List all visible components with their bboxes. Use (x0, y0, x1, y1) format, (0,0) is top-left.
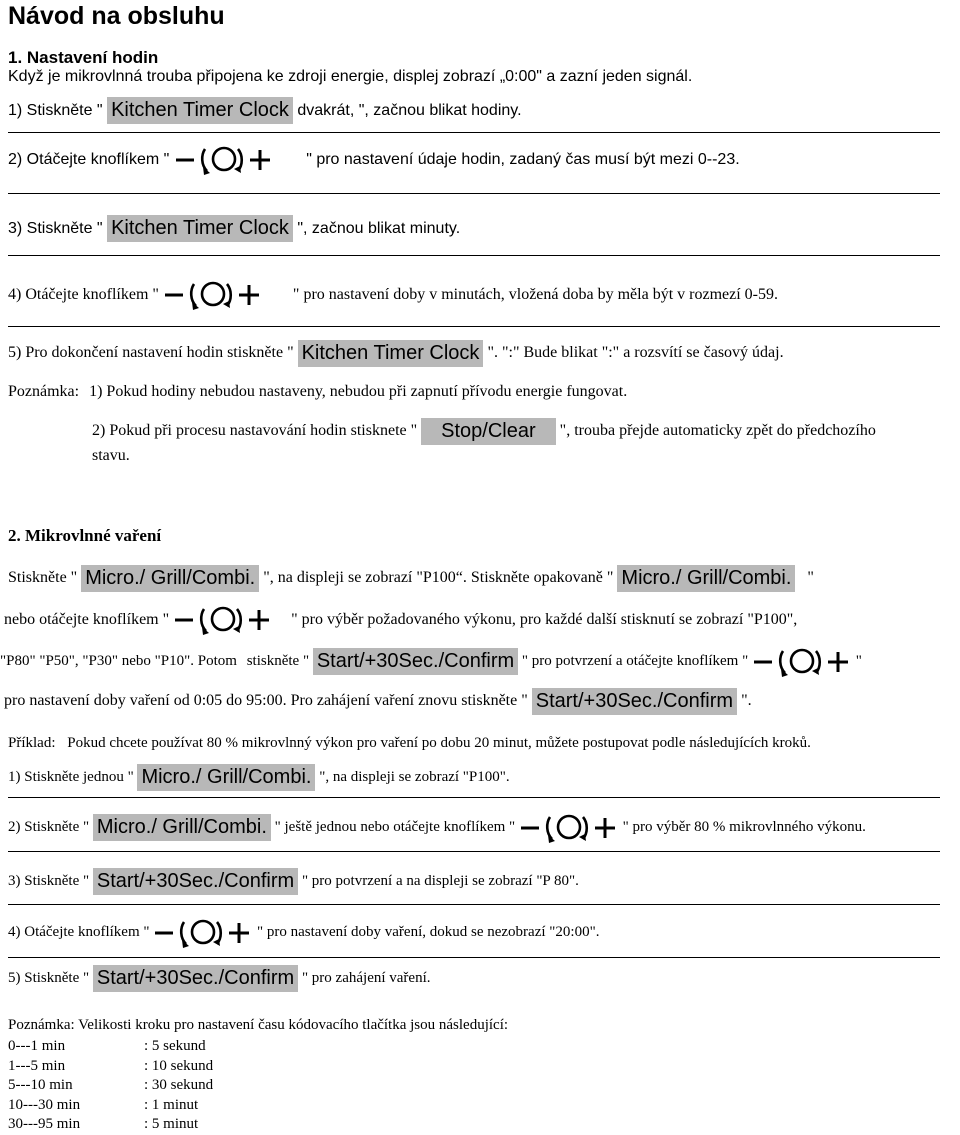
s2-p4-post: ". (741, 692, 752, 709)
step1-pre: 1) Stiskněte " (8, 102, 103, 119)
s2-line4 (4, 686, 752, 716)
kitchen-timer-clock-button: Kitchen Timer Clock (107, 215, 293, 242)
steps-range: 1---5 min (8, 1057, 66, 1074)
example-text: Pokud chcete používat 80 % mikrovlnný výkon pro vaření po dobu 20 minut, můžete postupovat podle následujících kroků. (67, 735, 811, 751)
steps-row (8, 1037, 213, 1057)
steps-row (8, 1076, 213, 1096)
divider (8, 193, 940, 194)
micro-grill-combi-button: Micro./ Grill/Combi. (81, 565, 259, 592)
e4-post: " pro nastavení doby vaření, dokud se nezobrazí "20:00". (257, 924, 600, 940)
divider (8, 957, 940, 958)
start-30sec-confirm-button: Start/+30Sec./Confirm (93, 965, 298, 992)
step3-post: ", začnou blikat minuty. (297, 220, 461, 237)
knob-dial-icon (174, 143, 274, 177)
note1-text: 1) Pokud hodiny nebudou nastaveny, nebudou při zapnutí přívodu energie fungovat. (89, 383, 628, 400)
steps-note: Poznámka: Velikosti kroku pro nastavení času kódovacího tlačítka jsou následující: (8, 1017, 509, 1033)
divider (8, 904, 940, 905)
divider (8, 851, 940, 852)
e1-post: ", na displeji se zobrazí "P100". (319, 769, 510, 785)
divider (8, 132, 940, 133)
example-label: Příklad: (8, 735, 56, 751)
step3-line (8, 214, 460, 244)
step1-post: dvakrát, ", začnou blikat hodiny. (297, 102, 522, 119)
step4-pre: 4) Otáčejte knoflíkem " (8, 286, 159, 303)
steps-row (8, 1115, 213, 1135)
step5-post: ". ":" Bude blikat ":" a rozsvítí se časový údaj. (487, 344, 784, 361)
e2-pre: 2) Stiskněte " (8, 819, 90, 835)
start-30sec-confirm-button: Start/+30Sec./Confirm (93, 868, 298, 895)
steps-range: 5---10 min (8, 1077, 73, 1094)
s2-p3-mid1: stiskněte " (246, 653, 310, 669)
s2-line2 (4, 603, 797, 637)
s2-p2-post: " pro výběr požadovaného výkonu, pro každé další stisknutí se zobrazí "P100", (291, 611, 798, 628)
steps-row (8, 1096, 213, 1116)
steps-value: : 30 sekund (144, 1077, 214, 1094)
s2-p1-end: " (807, 569, 814, 586)
e3-pre: 3) Stiskněte " (8, 873, 90, 889)
s2-line1 (8, 563, 814, 593)
step5-line (8, 338, 784, 368)
kitchen-timer-clock-button: Kitchen Timer Clock (107, 97, 293, 124)
step4-line (8, 278, 778, 312)
step2-pre: 2) Otáčejte knoflíkem " (8, 151, 170, 169)
knob-dial-icon (173, 603, 273, 637)
step2-line (8, 143, 740, 177)
note2-pre: 2) Pokud při procesu nastavování hodin stisknete " (92, 422, 418, 439)
step5-pre: 5) Pro dokončení nastavení hodin stiskněte " (8, 344, 294, 361)
section1-intro: Když je mikrovlnná trouba připojena ke zdroji energie, displej zobrazí „0:00" a zazní jeden signál. (8, 68, 693, 85)
micro-grill-combi-button: Micro./ Grill/Combi. (617, 565, 795, 592)
steps-value: : 10 sekund (144, 1057, 214, 1074)
steps-value: : 1 minut (144, 1096, 199, 1113)
note-line-1 (8, 383, 627, 401)
example-step1 (8, 762, 510, 792)
s2-p3-mid2: " pro potvrzení a otáčejte knoflíkem " (521, 653, 749, 669)
step3-pre: 3) Stiskněte " (8, 220, 103, 237)
divider (8, 797, 940, 798)
kitchen-timer-clock-button: Kitchen Timer Clock (298, 340, 484, 367)
divider (8, 326, 940, 327)
e5-post: " pro zahájení vaření. (301, 970, 431, 986)
example-step2 (8, 810, 866, 845)
page-title: Návod na obsluhu (8, 2, 225, 30)
steps-range: 0---1 min (8, 1038, 66, 1054)
s2-p2-pre: nebo otáčejte knoflíkem " (4, 611, 170, 628)
e5-pre: 5) Stiskněte " (8, 970, 90, 986)
section1-heading: 1. Nastavení hodin (8, 48, 159, 67)
example-step5 (8, 963, 431, 993)
steps-value: : 5 sekund (144, 1038, 206, 1054)
step1-line (8, 96, 522, 126)
example-step3 (8, 866, 579, 896)
steps-row (8, 1057, 213, 1077)
s2-p1-mid: ", na displeji se zobrazí "P100“. Stiskněte opakovaně " (263, 569, 614, 586)
knob-dial-icon (519, 811, 619, 845)
knob-dial-icon (752, 645, 852, 679)
example-step4 (8, 915, 599, 950)
e2-post: " pro výběr 80 % mikrovlnného výkonu. (622, 819, 866, 835)
steps-value: : 5 minut (144, 1116, 199, 1133)
note2-cont: stavu. (92, 447, 130, 464)
s2-p3-pre: "P80" "P50", "P30" nebo "P10". Potom (0, 653, 237, 669)
step2-post: " pro nastavení údaje hodin, zadaný čas musí být mezi 0--23. (306, 151, 740, 169)
s2-line3 (0, 644, 862, 679)
micro-grill-combi-button: Micro./ Grill/Combi. (137, 764, 315, 791)
note-line-2 (92, 416, 876, 446)
example-line (8, 735, 811, 752)
stop-clear-button: Stop/Clear (421, 418, 556, 445)
e4-pre: 4) Otáčejte knoflíkem " (8, 924, 150, 940)
start-30sec-confirm-button: Start/+30Sec./Confirm (532, 688, 737, 715)
steps-range: 10---30 min (8, 1096, 81, 1113)
steps-table (8, 1037, 213, 1135)
steps-range: 30---95 min (8, 1116, 81, 1133)
step4-post: " pro nastavení doby v minutách, vložená doba by měla být v rozmezí 0-59. (292, 286, 778, 303)
s2-p1-pre: Stiskněte " (8, 569, 78, 586)
section2-heading: 2. Mikrovlnné vaření (8, 526, 162, 545)
e3-post: " pro potvrzení a na displeji se zobrazí "P 80". (301, 873, 579, 889)
e1-pre: 1) Stiskněte jednou " (8, 769, 134, 785)
knob-dial-icon (163, 278, 263, 312)
s2-p4-pre: pro nastavení doby vaření od 0:05 do 95:00. Pro zahájení vaření znovu stiskněte " (4, 692, 528, 709)
start-30sec-confirm-button: Start/+30Sec./Confirm (313, 648, 518, 675)
micro-grill-combi-button: Micro./ Grill/Combi. (93, 814, 271, 841)
knob-dial-icon (153, 916, 253, 950)
note2-post: ", trouba přejde automaticky zpět do předchozího (559, 422, 876, 439)
note-label: Poznámka: (8, 383, 80, 400)
e2-mid: " ještě jednou nebo otáčejte knoflíkem " (274, 819, 516, 835)
divider (8, 255, 940, 256)
s2-p3-end: " (855, 653, 862, 669)
